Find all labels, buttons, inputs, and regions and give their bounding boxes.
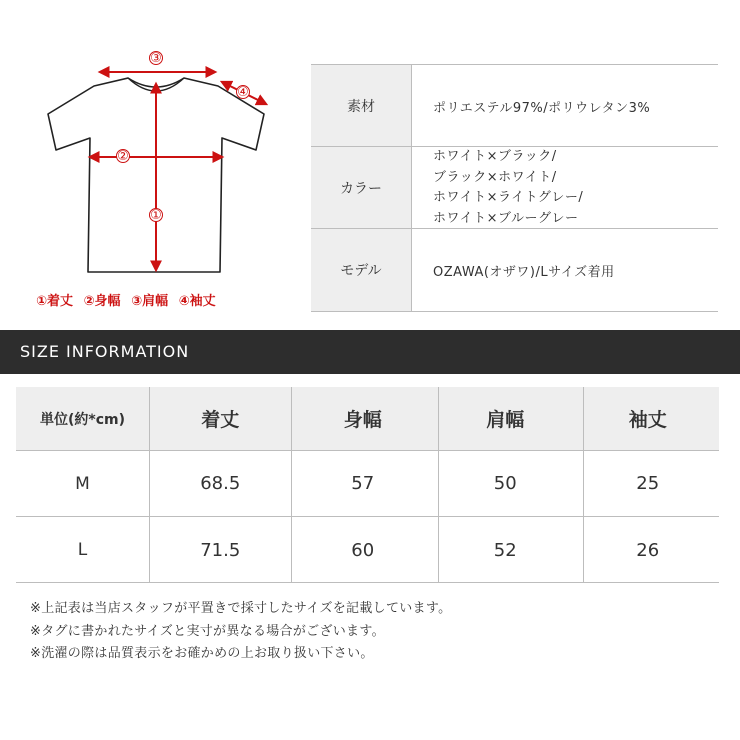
size-table-header	[16, 387, 719, 450]
color-option: ホワイト×ブラック/	[433, 149, 557, 164]
spec-label-color: カラー	[311, 147, 412, 229]
marker-1: ①	[150, 208, 162, 223]
header-length: 着丈	[201, 409, 240, 431]
measurement-legend	[36, 290, 286, 309]
legend-item-shoulder: ③肩幅	[131, 294, 169, 309]
color-option: ブラック×ホワイト/	[433, 169, 557, 185]
marker-4: ④	[237, 85, 249, 100]
size-value: 25	[636, 473, 660, 494]
column-divider	[291, 387, 292, 583]
spec-label-model: モデル	[311, 229, 412, 311]
spec-value-material: ポリエステル97%/ポリウレタン3%	[433, 100, 651, 116]
spec-value-color	[433, 147, 718, 229]
note-line: ※上記表は当店スタッフが平置きで採寸したサイズを記載しています。	[30, 601, 452, 616]
color-option: ホワイト×ライトグレー/	[433, 190, 584, 205]
size-value: 60	[351, 539, 375, 561]
table-row	[16, 451, 719, 516]
header-unit: 単位(約*cm)	[39, 411, 125, 428]
note-line: ※タグに書かれたサイズと実寸が異なる場合がございます。	[30, 623, 385, 639]
header-sleeve: 袖丈	[628, 409, 667, 431]
legend-item-body-width: ②身幅	[83, 294, 121, 309]
note-line: ※洗濯の際は品質表示をお確かめの上お取り扱い下さい。	[30, 646, 374, 661]
row-divider	[16, 516, 719, 517]
table-row	[16, 517, 719, 583]
marker-3: ③	[150, 51, 162, 66]
size-value: 71.5	[200, 539, 241, 561]
color-option: ホワイト×ブルーグレー	[433, 210, 579, 226]
spec-value-model: OZAWA(オザワ)/Lサイズ着用	[433, 264, 615, 280]
size-table	[16, 387, 719, 583]
legend-item-sleeve: ④袖丈	[178, 294, 216, 309]
size-label: M	[75, 473, 90, 494]
spec-row-material	[311, 64, 718, 147]
tshirt-measurement-diagram	[0, 0, 300, 320]
row-divider	[16, 450, 719, 451]
column-divider	[149, 387, 150, 583]
size-value: 57	[351, 473, 375, 494]
size-label: L	[77, 540, 88, 560]
size-information-title: SIZE INFORMATION	[20, 342, 190, 361]
row-divider	[16, 582, 719, 583]
legend-item-length: ①着丈	[36, 294, 74, 309]
size-value: 68.5	[200, 473, 241, 494]
size-value: 52	[493, 539, 517, 561]
header-shoulder: 肩幅	[486, 409, 525, 431]
size-information-header	[0, 330, 740, 374]
spec-row-model	[311, 228, 718, 312]
column-divider	[438, 387, 439, 583]
marker-2: ②	[117, 149, 129, 164]
column-divider	[583, 387, 584, 583]
size-value: 26	[636, 539, 660, 561]
size-value: 50	[493, 473, 517, 494]
size-notes	[30, 598, 451, 666]
spec-row-color	[311, 146, 718, 229]
spec-label-material: 素材	[311, 65, 412, 147]
header-body-width: 身幅	[343, 409, 382, 431]
